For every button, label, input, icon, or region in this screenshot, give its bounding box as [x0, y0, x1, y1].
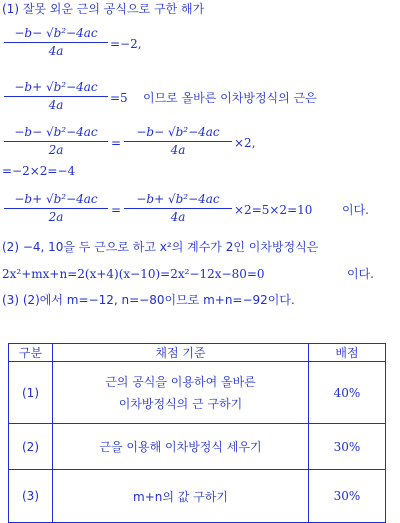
- part1-intro: (1) 잘못 외운 근의 공식으로 구한 해가: [2, 2, 205, 16]
- eq2-result: =5: [110, 91, 128, 105]
- eq1-numerator: −b− √b²−4ac: [4, 26, 108, 43]
- table-row: [9, 424, 386, 470]
- eq1-fraction: [4, 26, 108, 59]
- eq1-denominator: 4a: [48, 44, 64, 58]
- eq4-equals: =: [111, 203, 122, 217]
- header-points: 배점: [309, 344, 386, 362]
- row2-points: 30%: [309, 424, 386, 470]
- table-row: [9, 362, 386, 424]
- eq3-lhs-numerator: −b− √b²−4ac: [4, 125, 108, 142]
- row1-section: (1): [9, 362, 53, 424]
- eq2-numerator: −b+ √b²−4ac: [4, 80, 108, 97]
- table-header-row: [9, 344, 386, 362]
- part2-end: 이다.: [347, 267, 374, 281]
- eq4-rhs-denominator: 4a: [170, 210, 186, 224]
- eq4-rhs-numerator: −b+ √b²−4ac: [124, 192, 232, 209]
- eq2-tail: 이므로 올바른 이차방정식의 근은: [143, 91, 317, 105]
- row1-criteria: [53, 362, 309, 424]
- eq1-result: =−2,: [110, 37, 142, 51]
- part2-line1: (2) −4, 10을 두 근으로 하고 x²의 계수가 2인 이차방정식은: [2, 240, 319, 254]
- part3-line: (3) (2)에서 m=−12, n=−80이므로 m+n=−92이다.: [2, 293, 295, 307]
- eq2-denominator: 4a: [48, 98, 64, 112]
- row3-criteria: m+n의 값 구하기: [53, 470, 309, 523]
- eq3-lhs-denominator: 2a: [48, 143, 64, 157]
- grading-table: [8, 343, 386, 523]
- eq4-lhs-fraction: [4, 192, 108, 225]
- eq4-rhs-fraction: [124, 192, 232, 225]
- eq4-tail: ×2=5×2=10: [234, 203, 313, 217]
- eq3-rhs-numerator: −b− √b²−4ac: [124, 125, 232, 142]
- eq3-lhs-fraction: [4, 125, 108, 158]
- row3-points: 30%: [309, 470, 386, 523]
- eq4-lhs-numerator: −b+ √b²−4ac: [4, 192, 108, 209]
- eq3-continuation: =−2×2=−4: [2, 164, 76, 178]
- eq3-rhs-denominator: 4a: [170, 143, 186, 157]
- part2-line2: 2x²+mx+n=2(x+4)(x−10)=2x²−12x−80=0: [2, 267, 265, 281]
- eq4-end: 이다.: [342, 203, 369, 217]
- row2-criteria: 근을 이용해 이차방정식 세우기: [53, 424, 309, 470]
- row1-criteria-line2: 이차방정식의 근 구하기: [118, 396, 243, 411]
- row3-section: (3): [9, 470, 53, 523]
- header-section: 구분: [9, 344, 53, 362]
- eq2-fraction: [4, 80, 108, 113]
- header-criteria: 채점 기준: [53, 344, 309, 362]
- row2-section: (2): [9, 424, 53, 470]
- table-row: [9, 470, 386, 523]
- eq3-rhs-fraction: [124, 125, 232, 158]
- eq3-tail: ×2,: [234, 136, 256, 150]
- eq4-lhs-denominator: 2a: [48, 210, 64, 224]
- eq3-equals: =: [111, 136, 122, 150]
- row1-criteria-line1: 근의 공식을 이용하여 올바른: [105, 374, 256, 389]
- row1-points: 40%: [309, 362, 386, 424]
